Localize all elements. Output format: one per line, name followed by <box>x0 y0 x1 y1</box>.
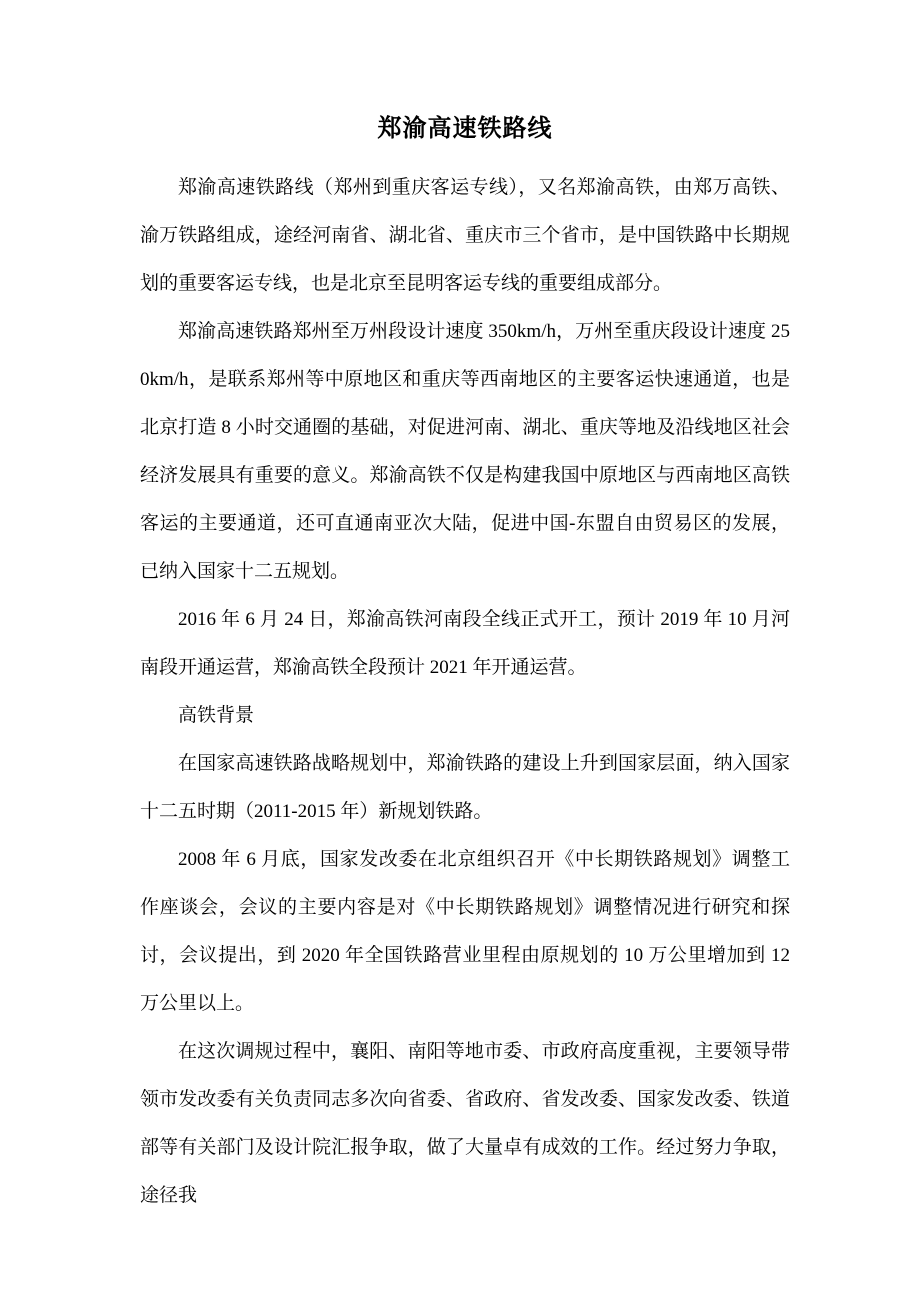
paragraph-2008-meeting: 2008 年 6 月底，国家发改委在北京组织召开《中长期铁路规划》调整工作座谈会，会议的主要内容是对《中长期铁路规划》调整情况进行研究和探讨，会议提出，到 2020 年全国铁路营业里程由原规划的 10 万公里增加到 12 万公里以上。 <box>140 849 790 1014</box>
paragraph-national-plan: 在国家高速铁路战略规划中，郑渝铁路的建设上升到国家层面，纳入国家十二五时期（2011-2015 年）新规划铁路。 <box>140 753 790 822</box>
paragraph-construction-dates: 2016 年 6 月 24 日，郑渝高铁河南段全线正式开工，预计 2019 年 10 月河南段开通运营，郑渝高铁全段预计 2021 年开通运营。 <box>140 609 790 678</box>
document-title: 郑渝高速铁路线 <box>377 115 553 142</box>
paragraph-design-speed: 郑渝高速铁路郑州至万州段设计速度 350km/h，万州至重庆段设计速度 250km/h，是联系郑州等中原地区和重庆等西南地区的主要客运快速通道，也是北京打造 8 小时交通圈的基础，对促进河南、湖北、重庆等地及沿线地区社会经济发展具有重要的意义。郑渝高铁不仅是构建我国中原地区与西南地区高铁客运的主要通道，还可直通南亚次大陆，促进中国-东盟自由贸易区的发展，已纳入国家十二五规划。 <box>140 321 790 582</box>
paragraph-local-governments: 在这次调规过程中，襄阳、南阳等地市委、市政府高度重视，主要领导带领市发改委有关负责同志多次向省委、省政府、省发改委、国家发改委、铁道部等有关部门及设计院汇报争取，做了大量卓有成效的工作。经过努力争取，途径我 <box>140 1041 790 1206</box>
section-heading-background: 高铁背景 <box>178 705 255 726</box>
paragraph-intro: 郑渝高速铁路线（郑州到重庆客运专线），又名郑渝高铁，由郑万高铁、渝万铁路组成，途经河南省、湖北省、重庆市三个省市，是中国铁路中长期规划的重要客运专线，也是北京至昆明客运专线的重要组成部分。 <box>140 177 790 294</box>
